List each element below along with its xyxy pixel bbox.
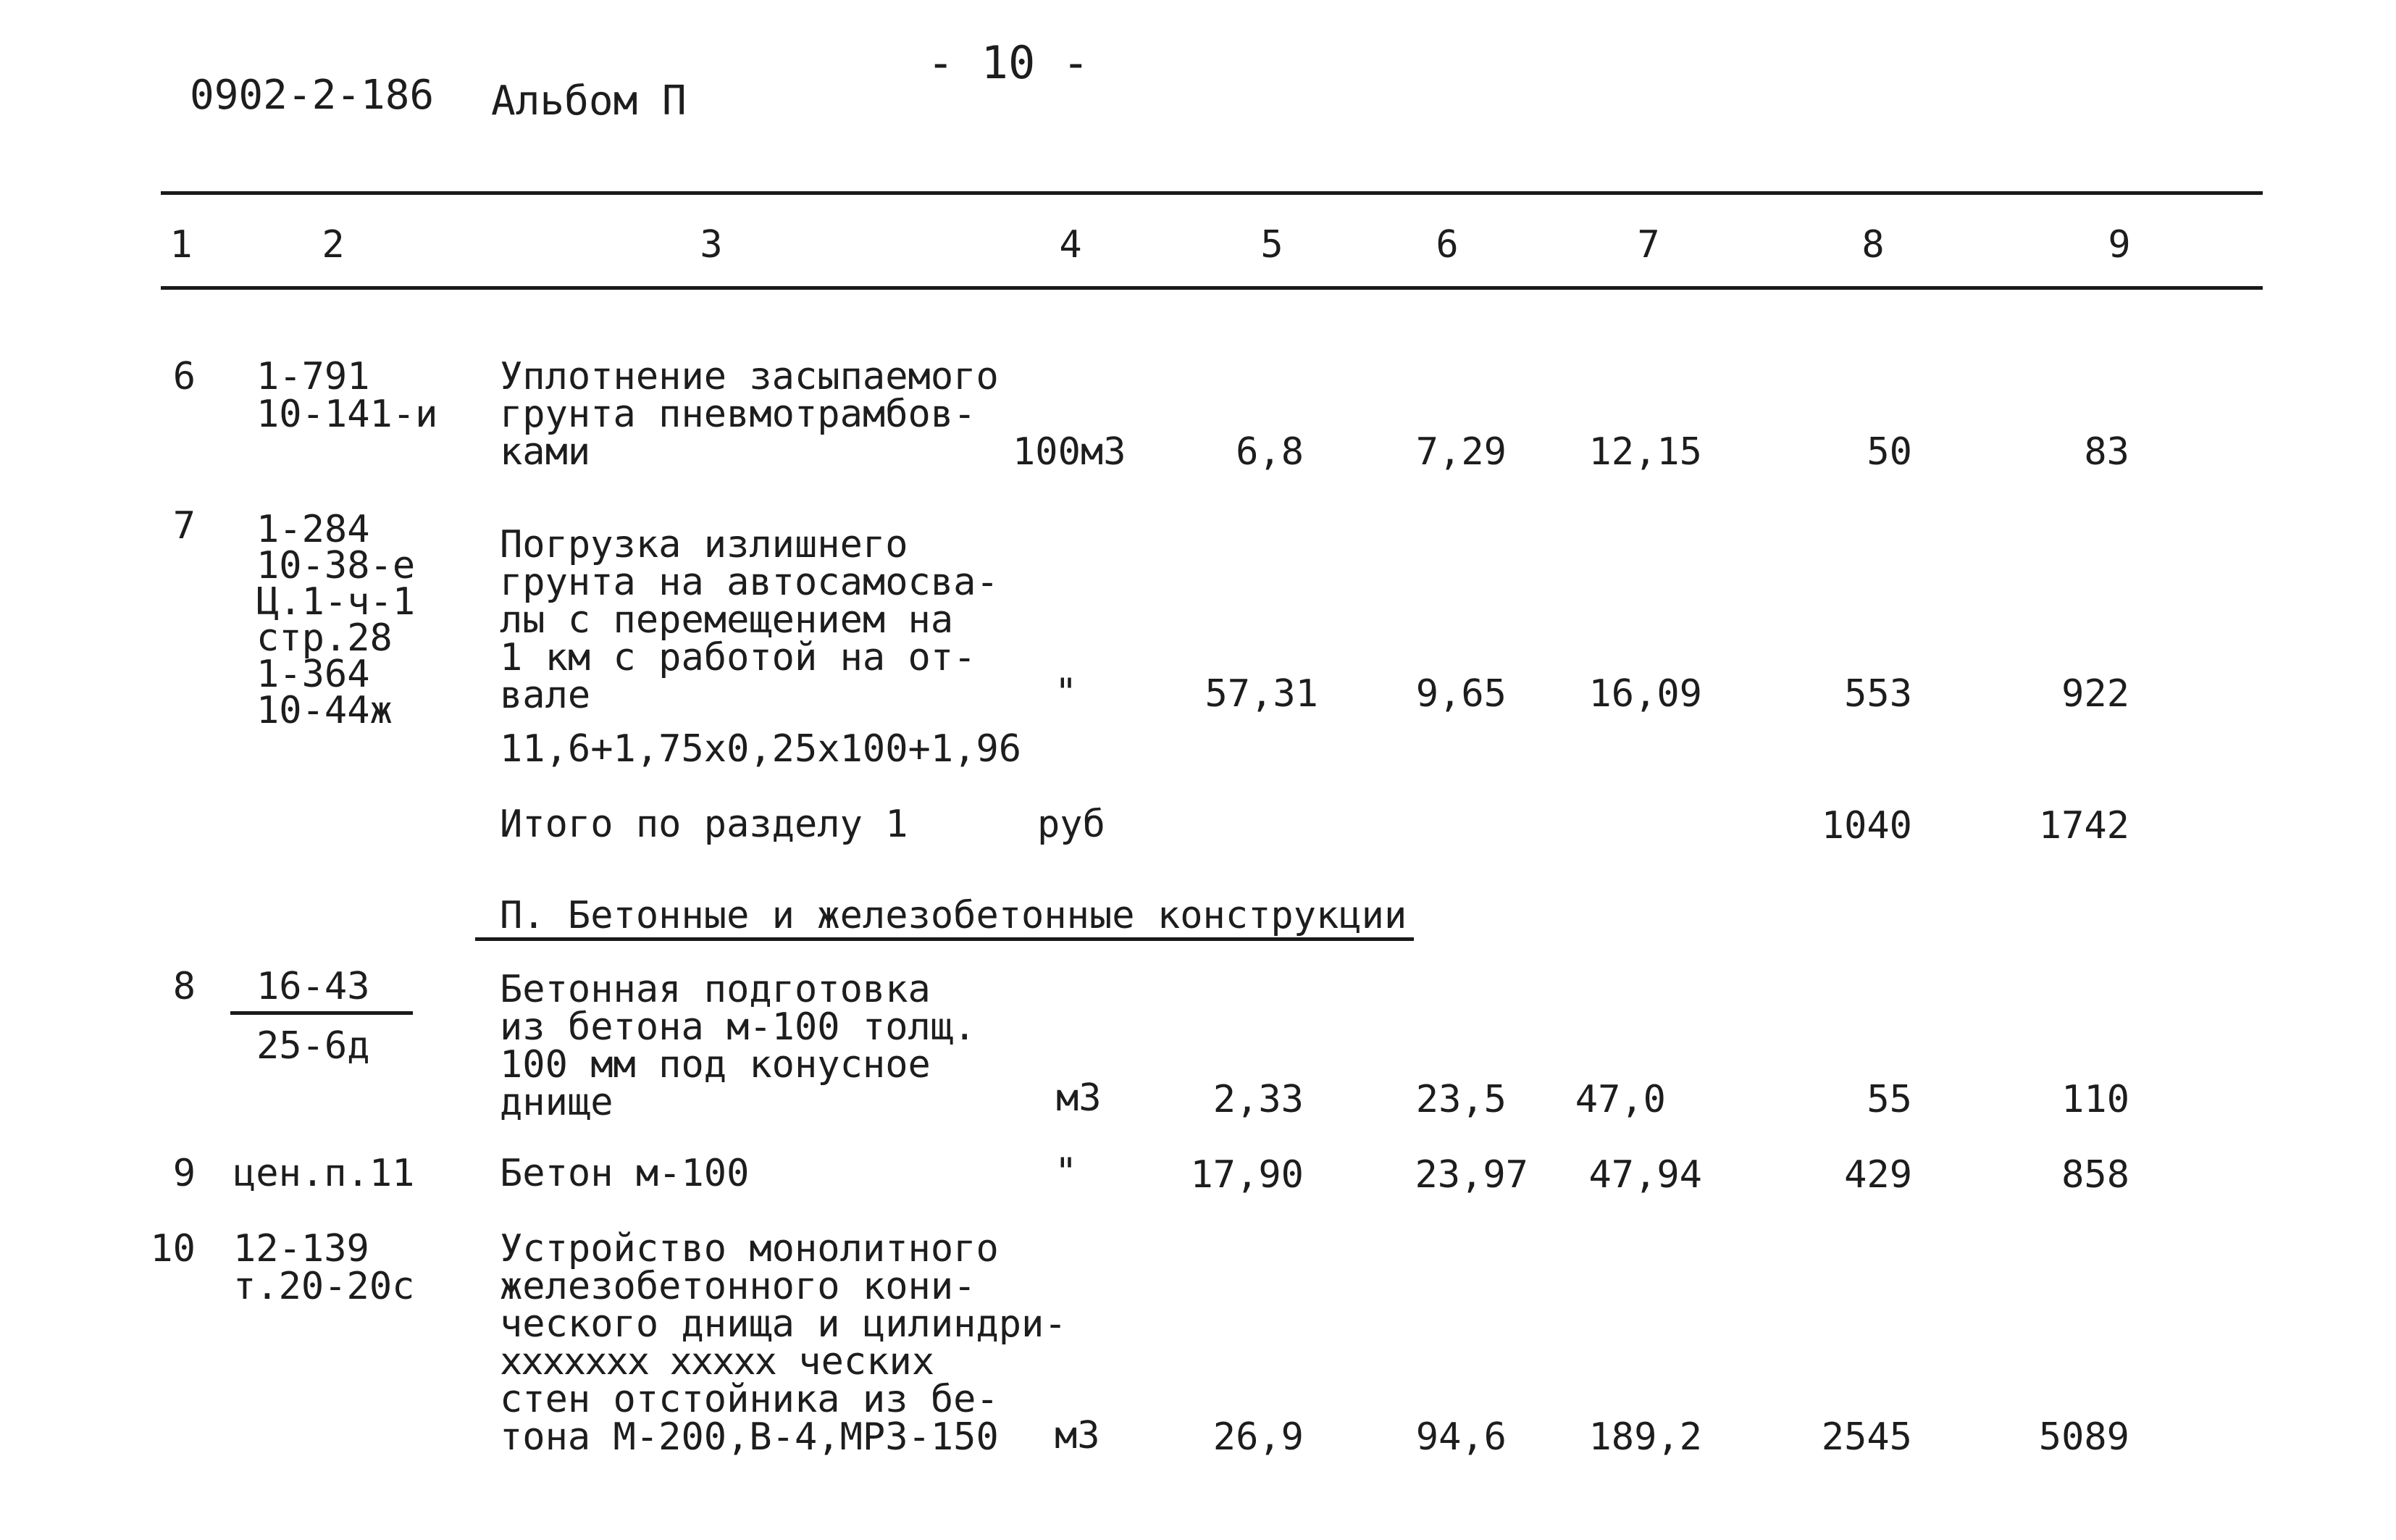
- row-9-codes: цен.п.11: [233, 1152, 415, 1195]
- section-2-title-underline: [475, 937, 1414, 941]
- row-7-col6: 9,65: [1415, 672, 1507, 716]
- row-7-col8: 553: [1844, 672, 1912, 716]
- row-6-col9: 83: [2084, 430, 2129, 474]
- row-6-description: Уплотнение засыпаемого грунта пневмотрамбов- ками: [500, 355, 999, 474]
- row-6-col6: 7,29: [1415, 430, 1507, 474]
- row-7-number: 7: [172, 504, 196, 548]
- row-8-unit: м3: [1056, 1076, 1102, 1120]
- row-6-col8: 50: [1867, 430, 1912, 474]
- row-6-col7: 12,15: [1588, 430, 1702, 474]
- row-8-col9: 110: [2061, 1078, 2129, 1121]
- column-header-4: 4: [1059, 223, 1082, 267]
- row-10-description-line-2: железобетонного кони-: [500, 1265, 976, 1308]
- row-10-description-end: стен отстойника из бе- тона М-200,В-4,МРЗ-150: [500, 1378, 999, 1459]
- row-7-col7: 16,09: [1588, 672, 1702, 716]
- column-header-7: 7: [1637, 223, 1660, 267]
- row-10-unit: м3: [1055, 1414, 1100, 1457]
- row-7-codes: 1-284 10-38-е Ц.1-ч-1 стр.28 1-364 10-44ж: [256, 508, 416, 732]
- document-code: 0902-2-186: [190, 72, 435, 119]
- column-header-9: 9: [2108, 223, 2131, 267]
- row-10-col6: 94,6: [1415, 1415, 1507, 1459]
- row-10-description-line-3: ческого днища и цилиндри-: [500, 1302, 1067, 1346]
- subtotal-label: Итого по разделу 1: [500, 803, 908, 846]
- row-8-number: 8: [172, 965, 196, 1008]
- row-6-unit: 100м3: [1013, 430, 1126, 474]
- row-10-col5: 26,9: [1212, 1415, 1304, 1459]
- row-9-description: Бетон м-100: [500, 1152, 750, 1195]
- row-8-col8: 55: [1867, 1078, 1912, 1121]
- row-10-col9: 5089: [2038, 1415, 2129, 1459]
- row-9-col6: 23,97: [1415, 1153, 1528, 1197]
- row-9-unit: ": [1055, 1150, 1078, 1194]
- row-10-codes: 12-139 т.20-20с: [233, 1227, 415, 1308]
- column-header-6: 6: [1436, 223, 1459, 267]
- subtotal-col9: 1742: [2038, 804, 2129, 848]
- row-9-col7: 47,94: [1588, 1153, 1702, 1197]
- table-header-bottom-rule: [161, 286, 2263, 290]
- row-8-col7: 47,0: [1575, 1078, 1666, 1121]
- row-7-unit: ": [1055, 671, 1078, 714]
- row-10-description-line-4: [500, 1340, 935, 1384]
- column-header-2: 2: [322, 223, 345, 267]
- row-10-col7: 189,2: [1588, 1415, 1702, 1459]
- row-7-col5: 57,31: [1205, 672, 1318, 716]
- row-8-code-fraction-bar: [230, 1011, 413, 1015]
- column-header-1: 1: [169, 223, 193, 267]
- album-label: Альбом П: [491, 78, 687, 125]
- row-9-col9: 858: [2061, 1153, 2129, 1197]
- row-9-col5: 17,90: [1190, 1153, 1304, 1197]
- row-6-codes: 1-791 10-141-и: [256, 355, 438, 436]
- row-9-number: 9: [172, 1152, 196, 1195]
- subtotal-unit: руб: [1037, 803, 1105, 846]
- page-number: - 10 -: [927, 36, 1089, 89]
- row-8-code-denominator: 25-6д: [256, 1024, 370, 1068]
- row-8-description: Бетонная подготовка из бетона м-100 толщ. 100 мм под конусное днище: [500, 968, 976, 1124]
- section-2-title: П. Бетонные и железобетонные конструкции: [500, 894, 1407, 937]
- row-10-struck-out-text: xxxxxxx xxxxx: [500, 1340, 776, 1384]
- column-header-3: 3: [700, 223, 723, 267]
- subtotal-col8: 1040: [1821, 804, 1912, 848]
- row-6-col5: 6,8: [1236, 430, 1304, 474]
- row-10-col8: 2545: [1821, 1415, 1912, 1459]
- row-10-description-line-4-tail: ческих: [776, 1340, 935, 1384]
- row-7-col9: 922: [2061, 672, 2129, 716]
- row-7-description: Погрузка излишнего грунта на автосамосва- лы с перемещением на 1 км с работой на от- вале: [500, 523, 999, 717]
- row-6-number: 6: [172, 355, 196, 398]
- column-header-5: 5: [1260, 223, 1283, 267]
- row-8-code-numerator: 16-43: [256, 965, 370, 1008]
- row-10-number: 10: [150, 1227, 196, 1271]
- table-top-rule: [161, 191, 2263, 195]
- row-8-col6: 23,5: [1415, 1078, 1507, 1121]
- row-8-col5: 2,33: [1212, 1078, 1304, 1121]
- row-7-formula: 11,6+1,75х0,25х100+1,96: [500, 727, 1022, 771]
- row-9-col8: 429: [1844, 1153, 1912, 1197]
- column-header-8: 8: [1861, 223, 1885, 267]
- row-10-description-line-1: Устройство монолитного: [500, 1227, 999, 1271]
